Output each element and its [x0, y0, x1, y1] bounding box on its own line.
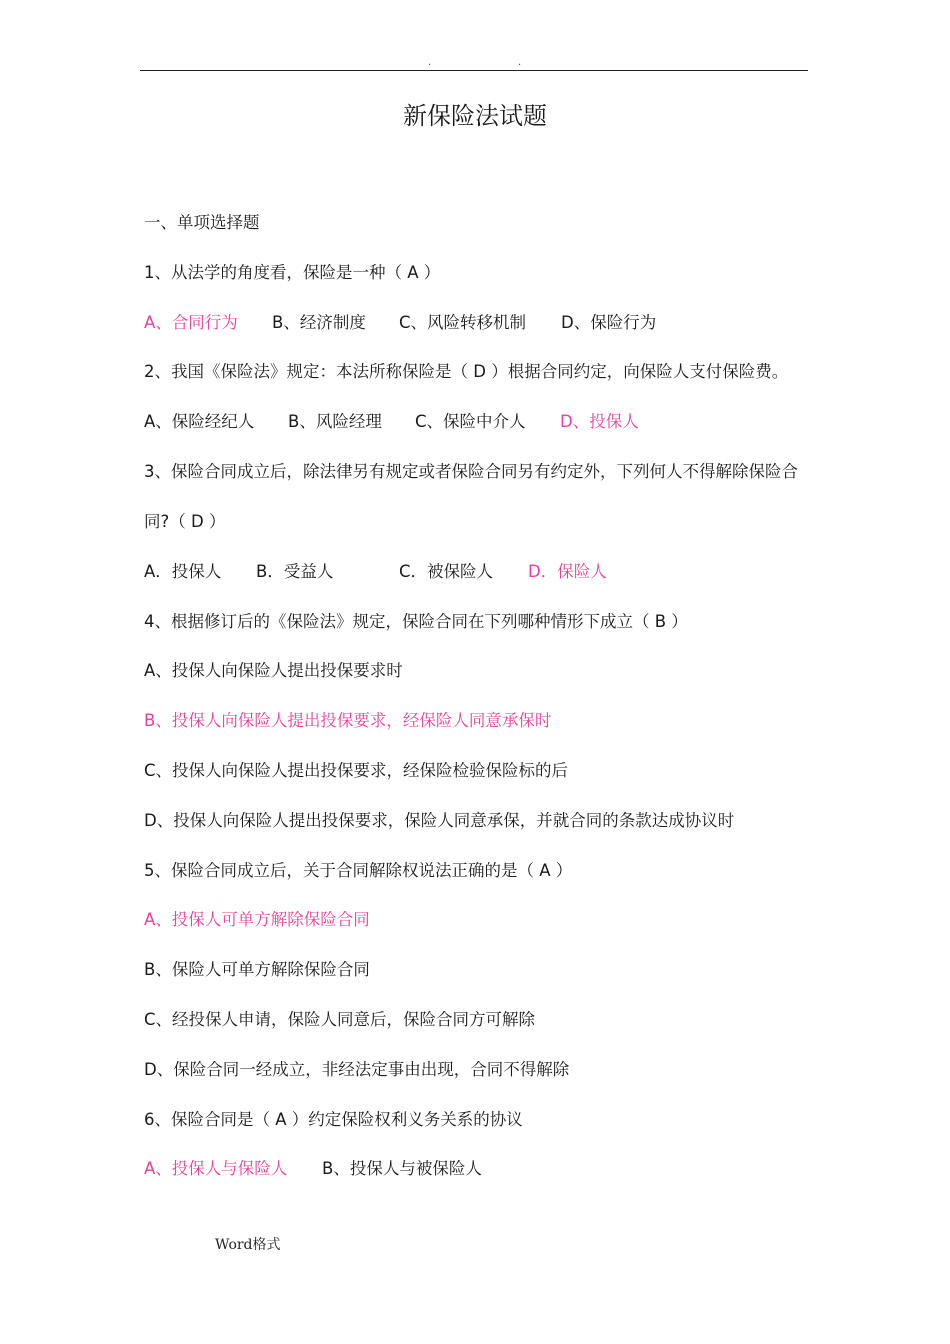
q4-option-d: D、投保人向保险人提出投保要求，保险人同意承保，并就合同的条款达成协议时	[144, 811, 735, 830]
q2-option-b: B、风险经理	[288, 412, 382, 431]
header-dot-right: .	[518, 57, 522, 68]
q5-option-d: D、保险合同一经成立，非经法定事由出现，合同不得解除	[144, 1060, 570, 1079]
q3-option-c: C．被保险人	[399, 562, 494, 581]
question-5-stem: 5、保险合同成立后，关于合同解除权说法正确的是（ A ）	[144, 861, 573, 880]
q2-option-c: C、保险中介人	[415, 412, 526, 431]
q2-option-d: D、投保人	[560, 412, 639, 431]
question-1-options	[144, 312, 656, 334]
question-3-stem-line2: 同?（ D ）	[144, 512, 226, 531]
q4-option-a: A、投保人向保险人提出投保要求时	[144, 661, 403, 680]
q4-option-b: B、投保人向保险人提出投保要求，经保险人同意承保时	[144, 711, 552, 730]
footer-label: Word格式	[215, 1237, 281, 1253]
question-3-options	[144, 561, 607, 583]
q3-option-b: B．受益人	[256, 562, 334, 581]
q5-option-b: B、保险人可单方解除保险合同	[144, 960, 370, 979]
question-3-stem-line1: 3、保险合同成立后，除法律另有规定或者保险合同另有约定外，下列何人不得解除保险合	[144, 462, 798, 481]
question-6-options	[144, 1158, 482, 1180]
q6-option-a: A、投保人与保险人	[144, 1159, 288, 1178]
header-rule	[140, 70, 808, 71]
question-4-stem: 4、根据修订后的《保险法》规定，保险合同在下列哪种情形下成立（ B ）	[144, 612, 688, 631]
q1-option-a: A、合同行为	[144, 313, 238, 332]
q2-option-a: A、保险经纪人	[144, 412, 255, 431]
q3-option-a: A．投保人	[144, 562, 222, 581]
question-6-stem: 6、保险合同是（ A ）约定保险权利义务关系的协议	[144, 1110, 523, 1129]
q1-option-c: C、风险转移机制	[399, 313, 527, 332]
q1-option-d: D、保险行为	[561, 313, 657, 332]
q6-option-b: B、投保人与被保险人	[322, 1159, 482, 1178]
header-dot-left: .	[428, 57, 432, 68]
question-2-options	[144, 411, 639, 433]
section-heading: 一、单项选择题	[144, 213, 260, 232]
q1-option-b: B、经济制度	[272, 313, 366, 332]
q5-option-a: A、投保人可单方解除保险合同	[144, 910, 370, 929]
question-2-stem: 2、我国《保险法》规定：本法所称保险是（ D ）根据合同约定，向保险人支付保险费。	[144, 362, 789, 381]
q3-option-d: D．保险人	[528, 562, 607, 581]
q5-option-c: C、经投保人申请，保险人同意后，保险合同方可解除	[144, 1010, 536, 1029]
page-title: 新保险法试题	[403, 102, 547, 130]
question-1-stem: 1、从法学的角度看，保险是一种（ A ）	[144, 263, 441, 282]
q4-option-c: C、投保人向保险人提出投保要求，经保险检验保险标的后	[144, 761, 569, 780]
